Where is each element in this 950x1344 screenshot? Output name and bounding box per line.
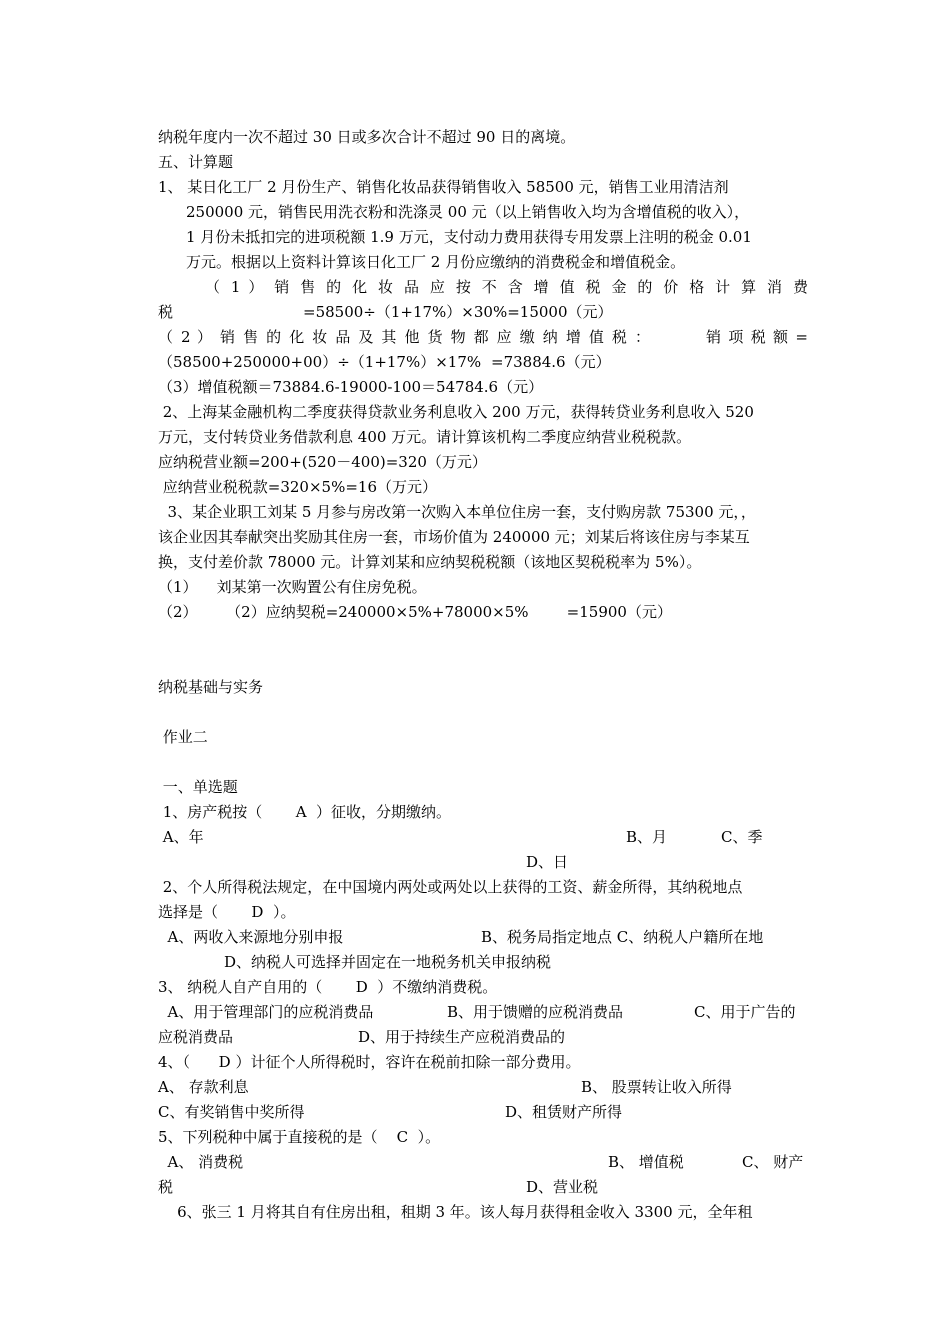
answer-line: 销 项 税 额 =: [706, 328, 808, 346]
answer-line: =58500÷（1+17%）×30%=15000（元）: [303, 303, 613, 321]
question-line: 万元，支付转贷业务借款利息 400 万元。请计算该机构二季度应纳营业税税款。: [158, 428, 692, 446]
section-heading: 一、单选题: [158, 778, 238, 796]
question-line: 5、下列税种中属于直接税的是（ C ）。: [158, 1128, 441, 1146]
answer-line: 应纳税营业额=200+(520－400)=320（万元）: [158, 453, 487, 471]
section-heading: 五、计算题: [158, 153, 234, 171]
question-line: 2、个人所得税法规定，在中国境内两处或两处以上获得的工资、薪金所得，其纳税地点: [158, 878, 743, 896]
question-line: 4、（ D ）计征个人所得税时，容许在税前扣除一部分费用。: [158, 1053, 581, 1071]
question-line: 1 月份未抵扣完的进项税额 1.9 万元，支付动力费用获得专用发票上注明的税金 0.01: [186, 228, 752, 246]
question-line: 选择是（ D ）。: [158, 903, 296, 921]
answer-line: 税: [158, 303, 174, 321]
option-b: B、 增值税: [608, 1153, 684, 1171]
option-c: C、用于广告的: [694, 1003, 796, 1021]
answer-line: （2） （2）应纳契税=240000×5%+78000×5% =15900（元）: [158, 603, 672, 621]
answer-line: 应纳营业税税款=320×5%=16（万元）: [158, 478, 437, 496]
option-a: A、两收入来源地分别申报: [158, 928, 344, 946]
question-line: 3、 纳税人自产自用的（ D ）不缴纳消费税。: [158, 978, 498, 996]
option-b: B、用于馈赠的应税消费品: [447, 1003, 624, 1021]
answer-line: （ 2 ） 销 售 的 化 妆 品 及 其 他 货 物 都 应 缴 纳 增 值 税 ：: [158, 328, 650, 346]
option-c-continued: 税: [158, 1178, 174, 1196]
option-c: C、季: [721, 828, 763, 846]
option-a: A、年: [158, 828, 204, 846]
option-d: D、日: [526, 853, 569, 871]
option-c: C、 财产: [742, 1153, 804, 1171]
option-b: B、 股票转让收入所得: [581, 1078, 732, 1096]
question-line: 2、上海某金融机构二季度获得贷款业务利息收入 200 万元，获得转贷业务利息收入 520: [158, 403, 754, 421]
option-c: C、有奖销售中奖所得: [158, 1103, 305, 1121]
option-c-continued: 应税消费品: [158, 1028, 234, 1046]
option-a: A、用于管理部门的应税消费品: [158, 1003, 374, 1021]
question-line: 1、 某日化工厂 2 月份生产、销售化妆品获得销售收入 58500 元，销售工业用清洁剂: [158, 178, 729, 196]
option-d: D、营业税: [526, 1178, 599, 1196]
question-line: 1、房产税按（ A ）征收，分期缴纳。: [158, 803, 452, 821]
answer-line: （3）增值税额＝73884.6-19000-100＝54784.6（元）: [158, 378, 544, 396]
question-line: 该企业因其奉献突出奖励其住房一套，市场价值为 240000 元；刘某后将该住房与李某互: [158, 528, 750, 546]
answer-line: （ 1 ） 销 售 的 化 妆 品 应 按 不 含 增 值 税 金 的 价 格 计 算 消 费: [205, 278, 808, 296]
document-subtitle: 作业二: [158, 728, 208, 746]
option-a: A、 消费税: [158, 1153, 244, 1171]
answer-line: （1） 刘某第一次购置公有住房免税。: [158, 578, 427, 596]
answer-line: （58500+250000+00）÷（1+17%）×17%: [158, 353, 482, 371]
text-line: 纳税年度内一次不超过 30 日或多次合计不超过 90 日的离境。: [158, 128, 576, 146]
question-line: 3、某企业职工刘某 5 月参与房改第一次购入本单位住房一套，支付购房款 75300 元，，: [158, 503, 756, 521]
option-b: B、月: [626, 828, 668, 846]
option-bc: B、税务局指定地点 C、纳税人户籍所在地: [481, 928, 764, 946]
document-title: 纳税基础与实务: [158, 678, 264, 696]
question-line: 250000 元，销售民用洗衣粉和洗涤灵 00 元（以上销售收入均为含增值税的收入），: [186, 203, 750, 221]
option-d: D、用于持续生产应税消费品的: [358, 1028, 566, 1046]
option-a: A、 存款利息: [158, 1078, 249, 1096]
question-line: 万元。根据以上资料计算该日化工厂 2 月份应缴纳的消费税金和增值税金。: [186, 253, 686, 271]
option-d: D、租赁财产所得: [505, 1103, 623, 1121]
answer-line: =73884.6（元）: [491, 353, 611, 371]
question-line: 6、张三 1 月将其自有住房出租，租期 3 年。该人每月获得租金收入 3300 元，全年租: [158, 1203, 753, 1221]
question-line: 换，支付差价款 78000 元。计算刘某和应纳契税税额（该地区契税税率为 5%）。: [158, 553, 702, 571]
option-d: D、纳税人可选择并固定在一地税务机关申报纳税: [224, 953, 552, 971]
